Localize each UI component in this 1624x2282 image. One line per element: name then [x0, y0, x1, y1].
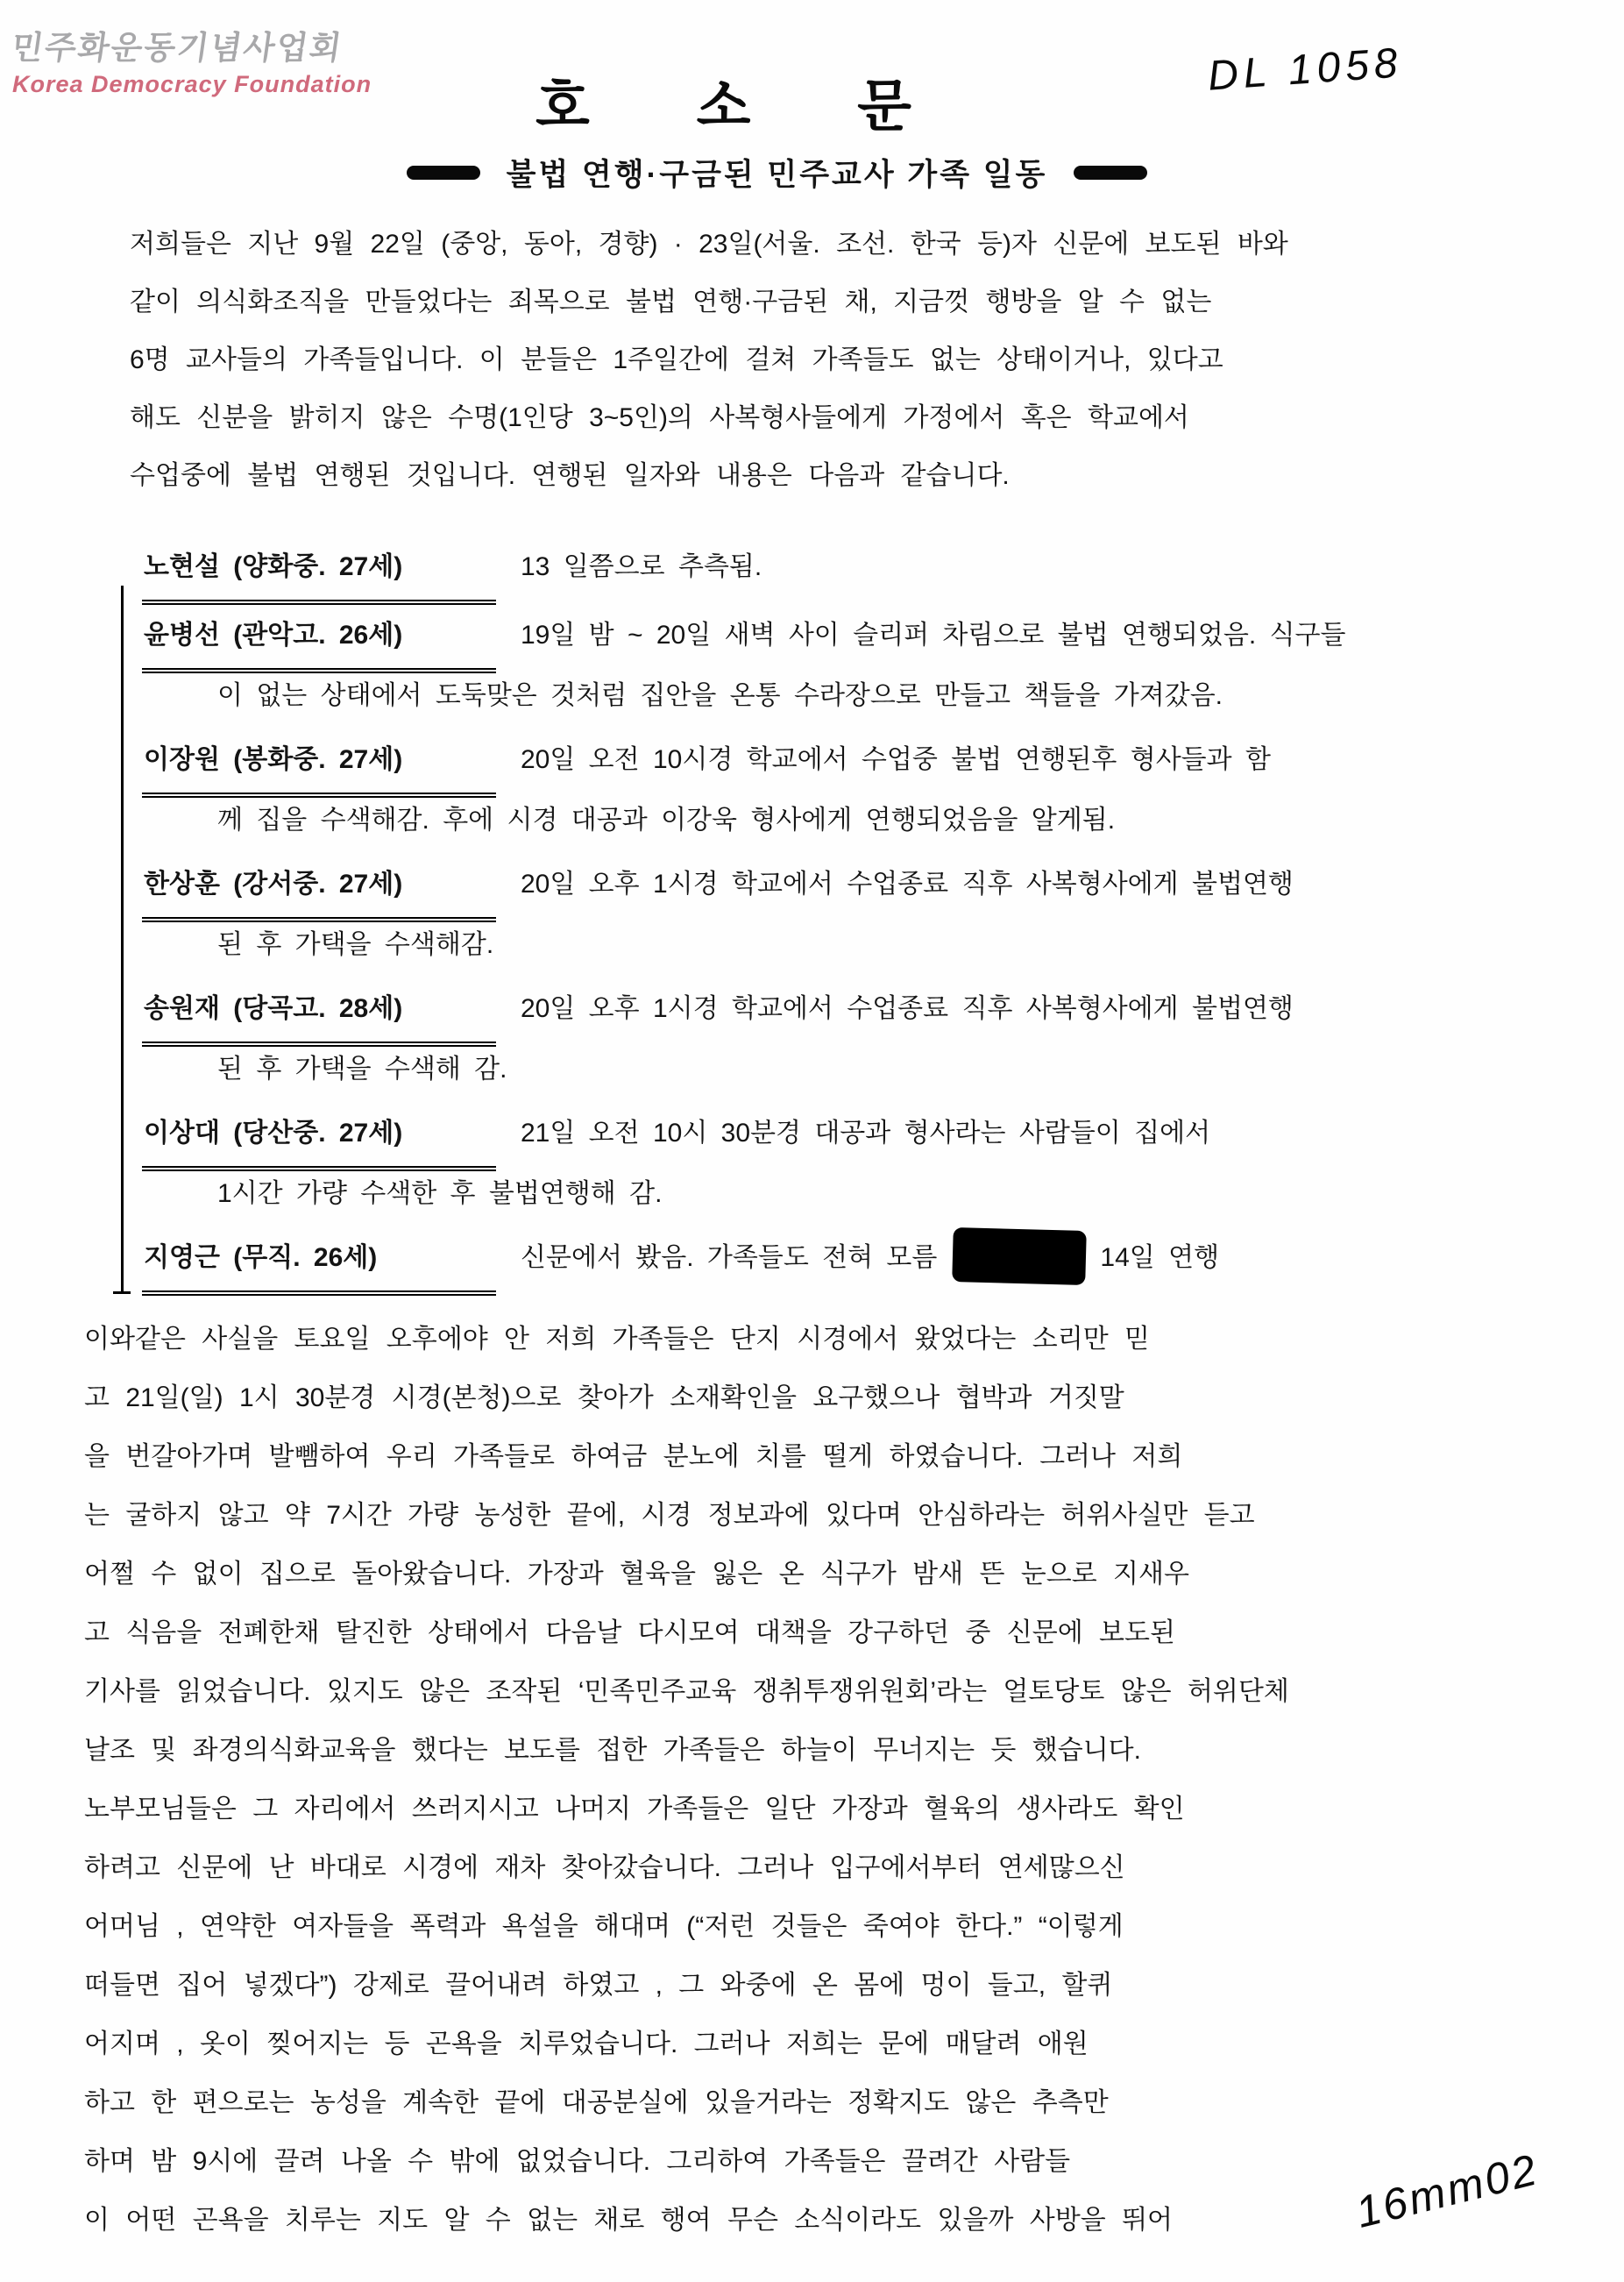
- body-line: 이 어떤 곤욕을 치루는 지도 알 수 없는 채로 행여 무슨 소식이라도 있을까 사방을 뛰어: [84, 2206, 1174, 2235]
- continuation-line: 께 집을 수색해감. 후에 시경 대공과 이강욱 형사에게 연행되었음을 알게됨.: [217, 806, 1116, 835]
- body-line: 하며 밤 9시에 끌려 나올 수 밖에 없었습니다. 그리하여 가족들은 끌려간 사람들: [84, 2147, 1071, 2176]
- intro-paragraph: [130, 216, 1624, 505]
- teacher-name: 노현설 (양화중. 27세): [142, 535, 496, 605]
- teacher-desc: 19일 밤 ~ 20일 새벽 사이 슬리퍼 차림으로 불법 연행되었음. 식구들: [521, 621, 1346, 650]
- body-line: 을 번갈아가며 발뺌하여 우리 가족들로 하여금 분노에 치를 떨게 하였습니다. 그러나 저희: [84, 1442, 1183, 1471]
- teacher-name: 한상훈 (강서중. 27세): [142, 852, 496, 922]
- teacher-desc: [521, 1243, 1219, 1272]
- body-line: 노부모님들은 그 자리에서 쓰러지시고 나머지 가족들은 일단 가장과 혈육의 생사라도 확인: [84, 1795, 1185, 1823]
- body-line: 기사를 읽었습니다. 있지도 않은 조작된 ‘민족민주교육 쟁취투쟁위원회’라는 얼토당토 않은 허위단체: [84, 1677, 1289, 1706]
- body-line: 는 굴하지 않고 약 7시간 가량 농성한 끝에, 시경 정보과에 있다며 안심하라는 허위사실만 듣고: [84, 1501, 1255, 1530]
- intro-line: 해도 신분을 밝히지 않은 수명(1인당 3~5인)의 사복형사들에게 가정에서 혹은 학교에서: [130, 403, 1189, 432]
- intro-line: 6명 교사들의 가족들입니다. 이 분들은 1주일간에 걸쳐 가족들도 없는 상태이거나, 있다고: [130, 345, 1223, 374]
- teacher-name: 이상대 (당산중. 27세): [142, 1101, 496, 1171]
- redaction-box: [953, 1227, 1088, 1285]
- kdf-logo-english: Korea Democracy Foundation: [12, 71, 372, 97]
- film-page-code-handwritten: 16mm02: [1351, 2144, 1544, 2237]
- teacher-list: [142, 535, 1624, 1290]
- right-dash-mark: [1074, 166, 1147, 180]
- desc-after-redaction: 14일 연행: [1100, 1243, 1220, 1272]
- body-line: 이와같은 사실을 토요일 오후에야 안 저희 가족들은 단지 시경에서 왔었다는 소리만 믿: [84, 1325, 1150, 1354]
- body-line: 어지며 , 옷이 찢어지는 등 곤욕을 치루었습니다. 그러나 저희는 문에 매달려 애원: [84, 2030, 1089, 2058]
- archive-number-handwritten: DL 1058: [1206, 39, 1405, 100]
- document-content: [0, 61, 1624, 2250]
- continuation-line: 1시간 가량 수색한 후 불법연행해 감.: [217, 1179, 663, 1208]
- margin-stroke: [121, 586, 124, 1294]
- body-line: 하고 한 편으로는 농성을 계속한 끝에 대공분실에 있을거라는 정확지도 않은 추측만: [84, 2088, 1109, 2117]
- teacher-name: 윤병선 (관악고. 26세): [142, 603, 496, 673]
- teacher-desc: 20일 오후 1시경 학교에서 수업종료 직후 사복형사에게 불법연행: [521, 870, 1294, 899]
- teacher-name: 이장원 (봉화중. 27세): [142, 728, 496, 798]
- body-line: 어쩔 수 없이 집으로 돌아왔습니다. 가장과 혈육을 잃은 온 식구가 밤새 뜬 눈으로 지새우: [84, 1560, 1189, 1589]
- teacher-desc: 20일 오후 1시경 학교에서 수업종료 직후 사복형사에게 불법연행: [521, 994, 1294, 1023]
- kdf-logo-korean: 민주화운동기념사업회: [9, 30, 345, 66]
- list-item: [142, 728, 1624, 793]
- teacher-name: 지영근 (무직. 26세): [142, 1226, 496, 1296]
- intro-line: 같이 의식화조직을 만들었다는 죄목으로 불법 연행·구금된 채, 지금껏 행방을 알 수 없는: [130, 288, 1212, 316]
- body-line: 어머님 , 연약한 여자들을 폭력과 욕설을 해대며 (“저런 것들은 죽여야 한다.” “이렇게: [84, 1912, 1124, 1941]
- left-dash-mark: [407, 166, 480, 180]
- page-title: 호 소 문: [535, 75, 958, 138]
- list-item: [142, 977, 1624, 1041]
- body-line: 고 21일(일) 1시 30분경 시경(본청)으로 찾아가 소재확인을 요구했으나 협박과 거짓말: [84, 1383, 1124, 1412]
- body-line: 고 식음을 전폐한채 탈진한 상태에서 다음날 다시모여 대책을 강구하던 중 신문에 보도된: [84, 1618, 1175, 1647]
- teacher-desc: 21일 오전 10시 30분경 대공과 형사라는 사람들이 집에서: [521, 1119, 1211, 1148]
- body-paragraph: [84, 1310, 1624, 2250]
- body-line: 떠들면 집어 넣겠다”) 강제로 끌어내려 하였고 , 그 와중에 온 몸에 멍이 들고, 할퀴: [84, 1971, 1113, 2000]
- continuation-line: 이 없는 상태에서 도둑맞은 것처럼 집안을 온통 수라장으로 만들고 책들을 가져갔음.: [217, 681, 1223, 710]
- continuation-line: 된 후 가택을 수색해감.: [217, 930, 494, 959]
- teacher-name: 송원재 (당곡고. 28세): [142, 977, 496, 1047]
- list-item: [142, 603, 1624, 668]
- teacher-desc: 13 일쯤으로 추측됨.: [521, 552, 762, 581]
- list-item: [142, 535, 1624, 600]
- desc-before-redaction: 신문에서 봤음. 가족들도 전혀 모름: [521, 1243, 938, 1272]
- subtitle: [0, 151, 1624, 195]
- list-item: [142, 852, 1624, 917]
- intro-line: 수업중에 불법 연행된 것입니다. 연행된 일자와 내용은 다음과 같습니다.: [130, 461, 1010, 490]
- body-line: 날조 및 좌경의식화교육을 했다는 보도를 접한 가족들은 하늘이 무너지는 듯 했습니다.: [84, 1736, 1141, 1765]
- list-item: [142, 1101, 1624, 1166]
- intro-line: 저희들은 지난 9월 22일 (중앙, 동아, 경향) · 23일(서울. 조선. 한국 등)자 신문에 보도된 바와: [130, 230, 1288, 259]
- body-line: 하려고 신문에 난 바대로 시경에 재차 찾아갔습니다. 그러나 입구에서부터 연세많으신: [84, 1853, 1125, 1882]
- list-item: [142, 1226, 1624, 1290]
- continuation-line: 된 후 가택을 수색해 감.: [217, 1055, 507, 1084]
- teacher-desc: 20일 오전 10시경 학교에서 수업중 불법 연행된후 형사들과 함: [521, 745, 1271, 774]
- subtitle-text: 불법 연행·구금된 민주교사 가족 일동: [506, 158, 1048, 192]
